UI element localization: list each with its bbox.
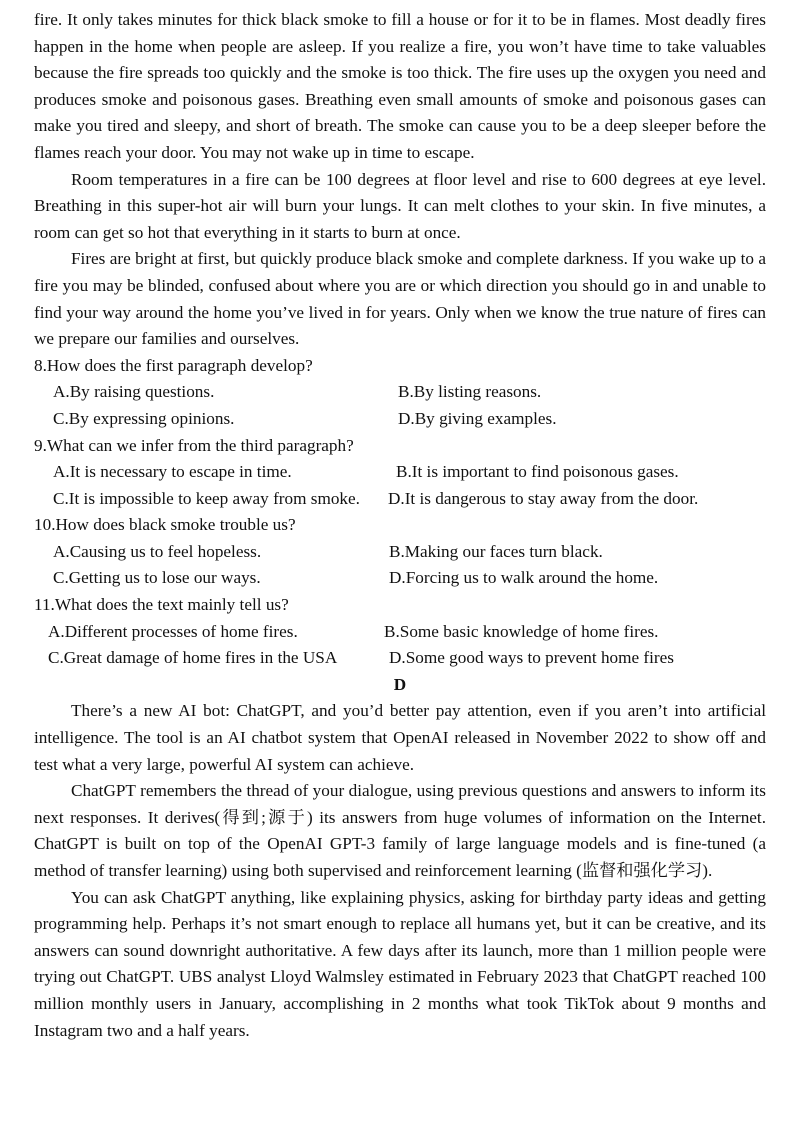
question-9 xyxy=(34,433,766,513)
question-8 xyxy=(34,353,766,433)
option-b: B.By listing reasons. xyxy=(398,382,542,402)
option-row xyxy=(34,645,766,672)
option-row xyxy=(34,486,766,513)
question-10 xyxy=(34,512,766,592)
option-row xyxy=(34,406,766,433)
section-heading-d: D xyxy=(393,674,407,694)
option-a: A.Causing us to feel hopeless. xyxy=(53,541,262,561)
option-d: D.It is dangerous to stay away from the door. xyxy=(388,488,699,508)
option-c: C.Getting us to lose our ways. xyxy=(53,568,261,588)
option-c: C.Great damage of home fires in the USA xyxy=(48,648,338,668)
option-b: B.Making our faces turn black. xyxy=(389,541,603,561)
option-row xyxy=(34,459,766,486)
option-b: B.Some basic knowledge of home fires. xyxy=(384,621,659,641)
option-row xyxy=(34,379,766,406)
question-stem: 11.What does the text mainly tell us? xyxy=(34,595,289,615)
passage-d-paragraph-1: There’s a new AI bot: ChatGPT, and you’d better pay attention, even if you aren’t into artificial intelligence. The tool is an AI chatbot system that OpenAI released in November 2022 to show off and test what a very large, powerful AI system can achieve. xyxy=(34,701,766,774)
exam-page xyxy=(34,7,766,1044)
option-row xyxy=(34,565,766,592)
option-a: A.It is necessary to escape in time. xyxy=(53,462,292,482)
passage-c-paragraph-1: fire. It only takes minutes for thick black smoke to fill a house or for it to be in flames. Most deadly fires happen in the home when people are asleep. If you realize a fire, you won’t have time to take valuables because the fire spreads too quickly and the smoke is too thick. The fire uses up the oxygen you need and produces smoke and poisonous gases. Breathing even small amounts of smoke and poisonous gases can make you tired and sleepy, and short of breath. The smoke can cause you to be a deep sleeper before the flames reach your door. You may not wake up in time to escape. xyxy=(34,10,766,162)
option-b: B.It is important to find poisonous gases. xyxy=(396,462,679,482)
question-stem: 8.How does the first paragraph develop? xyxy=(34,355,313,375)
option-a: A.By raising questions. xyxy=(53,382,215,402)
option-d: D.By giving examples. xyxy=(398,408,557,428)
option-d: D.Forcing us to walk around the home. xyxy=(389,568,659,588)
passage-d-paragraph-3: You can ask ChatGPT anything, like explaining physics, asking for birthday party ideas and getting programming help. Perhaps it’s not smart enough to replace all humans yet, but it can be creative, and its answers can sound downright authoritative. A few days after its launch, more than 1 million people were trying out ChatGPT. UBS analyst Lloyd Walmsley estimated in February 2023 that ChatGPT reached 100 million monthly users in January, accomplishing in 2 months what took TikTok about 9 months and Instagram two and a half years. xyxy=(34,887,766,1040)
option-c: C.By expressing opinions. xyxy=(53,408,235,428)
option-row xyxy=(34,539,766,566)
question-stem: 10.How does black smoke trouble us? xyxy=(34,515,296,535)
passage-d-paragraph-2: ChatGPT remembers the thread of your dialogue, using previous questions and answers to inform its next responses. It derives(得到;源于) its answers from huge volumes of information on the Internet. ChatGPT is built on top of the OpenAI GPT-3 family of large language models and is fine-tuned (a method of transfer learning) using both supervised and reinforcement learning (监督和强化学习). xyxy=(34,781,766,880)
option-d: D.Some good ways to prevent home fires xyxy=(389,648,674,668)
passage-c-paragraph-2: Room temperatures in a fire can be 100 degrees at floor level and rise to 600 degrees at eye level. Breathing in this super-hot air will burn your lungs. It can melt clothes to your skin. In five minutes, a room can get so hot that everything in it starts to burn at once. xyxy=(34,169,766,242)
question-11 xyxy=(34,592,766,672)
option-c: C.It is impossible to keep away from smoke. xyxy=(53,488,360,508)
option-row xyxy=(34,619,766,646)
passage-c-paragraph-3: Fires are bright at first, but quickly produce black smoke and complete darkness. If you wake up to a fire you may be blinded, confused about where you are or which direction you should go in and unable to find your way around the home you’ve lived in for years. Only when we know the true nature of fires can we prepare our families and ourselves. xyxy=(34,249,766,349)
option-a: A.Different processes of home fires. xyxy=(48,621,298,641)
question-stem: 9.What can we infer from the third paragraph? xyxy=(34,435,354,455)
